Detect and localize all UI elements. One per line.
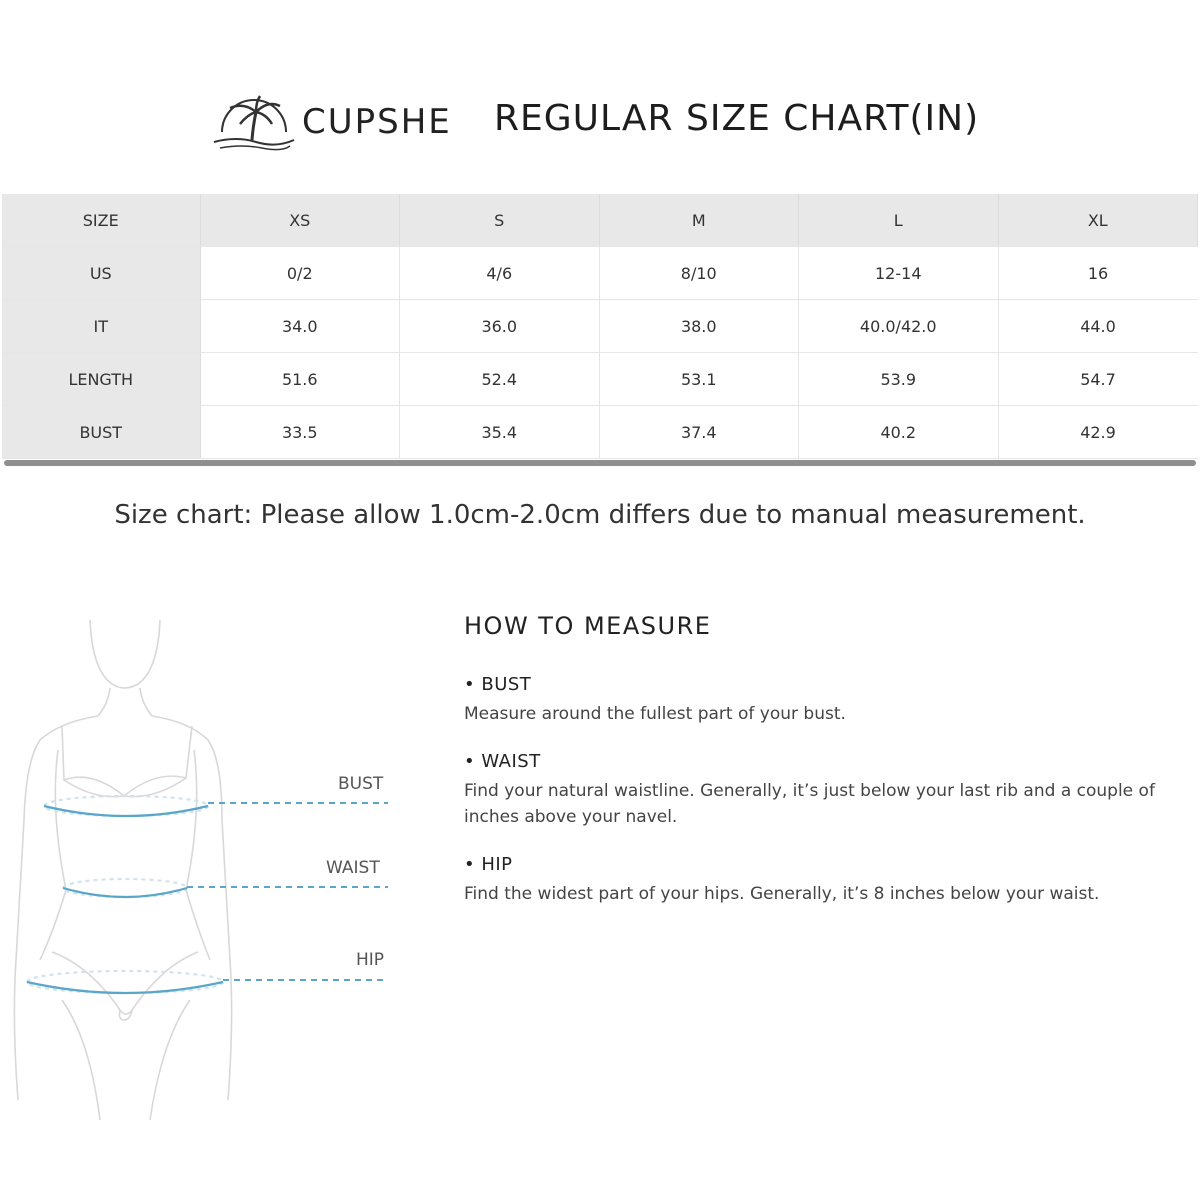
table-row <box>2 300 1198 353</box>
table-row <box>2 194 1198 247</box>
header <box>0 86 1200 162</box>
how-to-measure <box>464 612 1194 931</box>
table-cell: 34.0 <box>200 300 400 353</box>
table-cell: 35.4 <box>400 406 600 459</box>
body-figure <box>0 600 420 1120</box>
row-header-cell: BUST <box>2 406 200 459</box>
table-cell: 36.0 <box>400 300 600 353</box>
measure-item-heading: • WAIST <box>464 751 541 772</box>
table-row <box>2 353 1198 406</box>
table-cell: 16 <box>998 247 1198 300</box>
measure-item-heading: • BUST <box>464 674 532 695</box>
measure-item-description: Find your natural waistline. Generally, it’s just below your last rib and a couple of inches above your navel. <box>464 781 1155 827</box>
measure-item-hip <box>464 854 1194 907</box>
table-cell: 33.5 <box>200 406 400 459</box>
how-to-measure-title: HOW TO MEASURE <box>464 612 712 640</box>
measurement-note: Size chart: Please allow 1.0cm-2.0cm differs due to manual measurement. <box>114 500 1086 530</box>
size-table <box>2 194 1198 459</box>
table-cell: 44.0 <box>998 300 1198 353</box>
table-cell: XL <box>998 194 1198 247</box>
table-cell: 53.1 <box>599 353 799 406</box>
table-row <box>2 406 1198 459</box>
measure-item-bust <box>464 674 1194 727</box>
palm-tree-logo-icon <box>212 92 296 154</box>
measure-item-description: Measure around the fullest part of your bust. <box>464 704 846 724</box>
measure-item-heading: • HIP <box>464 854 513 875</box>
table-cell: 40.0/42.0 <box>799 300 999 353</box>
table-cell: S <box>400 194 600 247</box>
hip-label: HIP <box>356 950 385 970</box>
table-cell: 12-14 <box>799 247 999 300</box>
table-cell: 8/10 <box>599 247 799 300</box>
table-cell: 54.7 <box>998 353 1198 406</box>
table-cell: 42.9 <box>998 406 1198 459</box>
bust-label: BUST <box>338 774 384 794</box>
measure-item-description: Find the widest part of your hips. Generally, it’s 8 inches below your waist. <box>464 884 1100 904</box>
waist-label: WAIST <box>326 858 380 878</box>
table-cell: 4/6 <box>400 247 600 300</box>
table-cell: 51.6 <box>200 353 400 406</box>
row-header-cell: SIZE <box>2 194 200 247</box>
table-cell: M <box>599 194 799 247</box>
row-header-cell: IT <box>2 300 200 353</box>
table-bottom-bar <box>4 460 1196 466</box>
table-cell: 53.9 <box>799 353 999 406</box>
table-cell: 37.4 <box>599 406 799 459</box>
brand-name: CUPSHE <box>302 102 452 142</box>
page-title: REGULAR SIZE CHART(IN) <box>494 98 980 139</box>
table-cell: XS <box>200 194 400 247</box>
row-header-cell: US <box>2 247 200 300</box>
measure-item-waist <box>464 751 1194 830</box>
table-cell: 40.2 <box>799 406 999 459</box>
table-cell: L <box>799 194 999 247</box>
table-row <box>2 247 1198 300</box>
table-cell: 52.4 <box>400 353 600 406</box>
table-cell: 38.0 <box>599 300 799 353</box>
table-cell: 0/2 <box>200 247 400 300</box>
size-table-container <box>2 194 1198 459</box>
row-header-cell: LENGTH <box>2 353 200 406</box>
